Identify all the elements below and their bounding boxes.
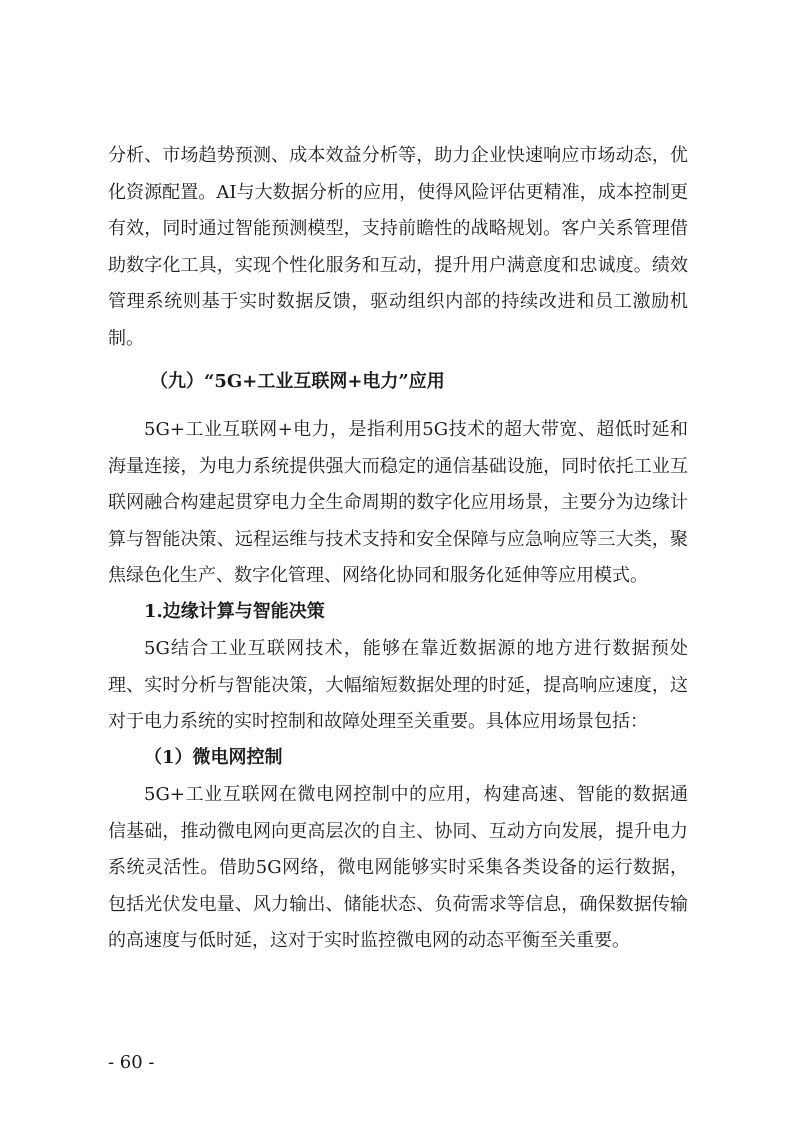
section-heading: （九）“5G+工业互联网+电力”应用 [150,371,445,392]
paragraph-5g-power: 5G+工业互联网+电力，是指利用5G技术的超大带宽、超低时延和海量连接，为电力系统提供强大而稳定的通信基础设施，同时依托工业互联网融合构建起贯穿电力全生命周期的数字化应用场景，主要分为边缘计算与智能决策、远程运维与技术支持和安全保障与应急响应等三大类，聚焦绿色化生产、数字化管理、网络化协同和服务化延伸等应用模式。 [108,419,688,586]
paragraph-microgrid: 5G+工业互联网在微电网控制中的应用，构建高速、智能的数据通信基础，推动微电网向更高层次的自主、协同、互动方向发展，提升电力系统灵活性。借助5G网络，微电网能够实时采集各类设备的运行数据，包括光伏发电量、风力输出、储能状态、负荷需求等信息，确保数据传输的高速度与低时延，这对于实时监控微电网的动态平衡至关重要。 [108,784,688,951]
page-number: - 60 - [108,1052,155,1073]
subheading-microgrid: （1）微电网控制 [144,747,283,768]
paragraph-edge-computing: 5G结合工业互联网技术，能够在靠近数据源的地方进行数据预处理、实时分析与智能决策，大幅缩短数据处理的时延，提高响应速度，这对于电力系统的实时控制和故障处理至关重要。具体应用场景包括： [108,638,688,732]
paragraph-intro: 分析、市场趋势预测、成本效益分析等，助力企业快速响应市场动态，优化资源配置。AI与大数据分析的应用，使得风险评估更精准，成本控制更有效，同时通过智能预测模型，支持前瞻性的战略规划。客户关系管理借助数字化工具，实现个性化服务和互动，提升用户满意度和忠诚度。绩效管理系统则基于实时数据反馈，驱动组织内部的持续改进和员工激励机制。 [108,145,688,349]
subheading-edge-computing: 1.边缘计算与智能决策 [144,601,325,622]
